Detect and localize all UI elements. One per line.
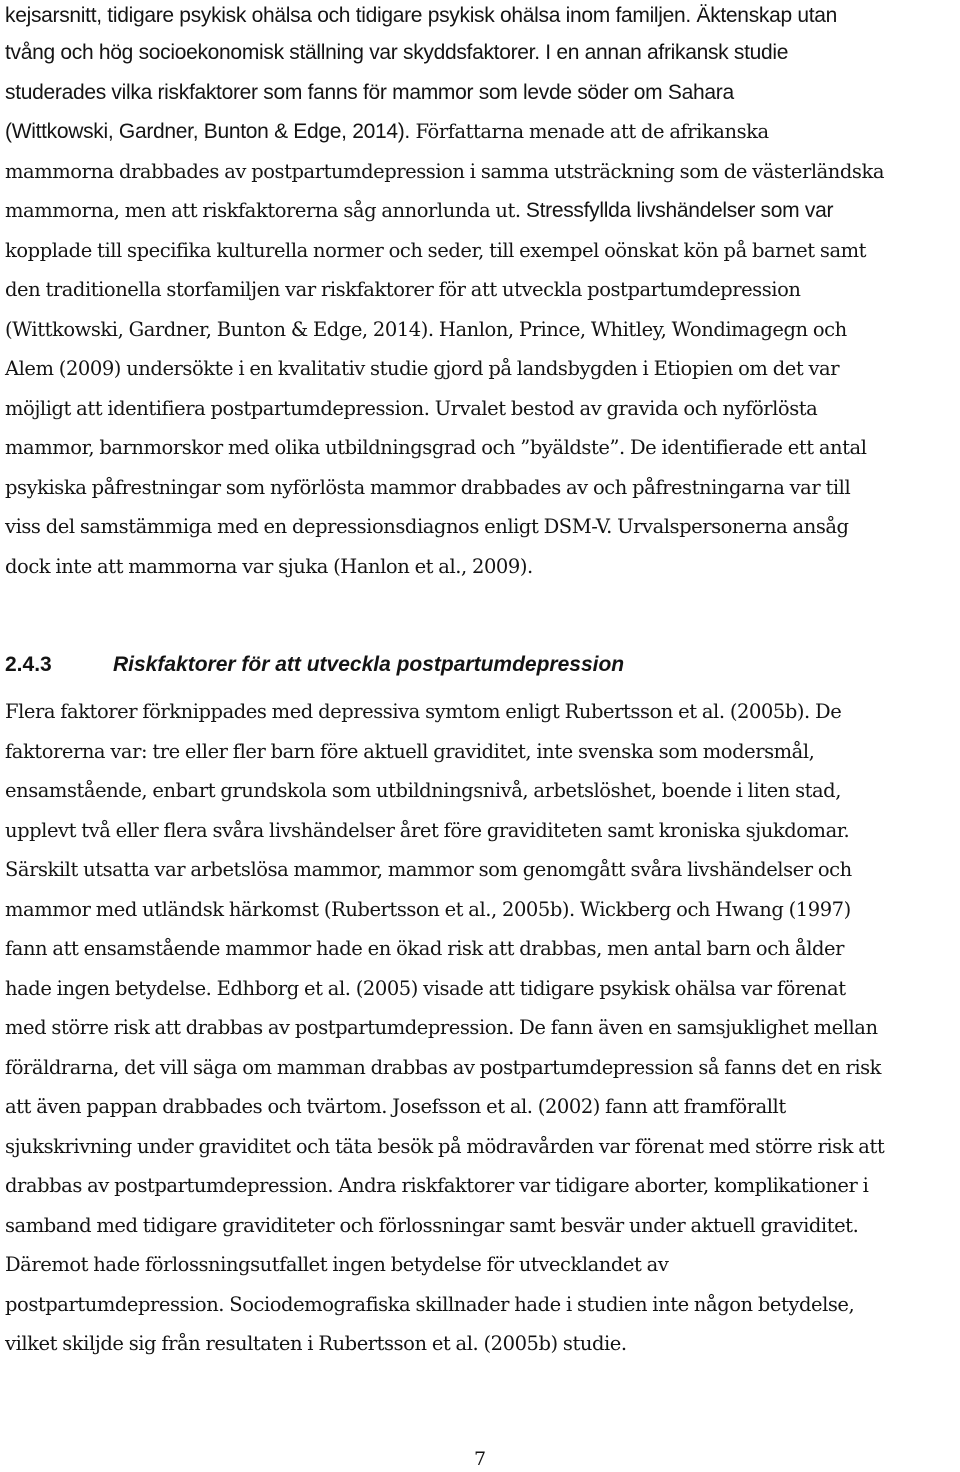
text-segment: (Wittkowski, Gardner, Bunton & Edge, 2014). xyxy=(5,120,416,143)
text-line: upplevt två eller flera svåra livshändelser året före graviditeten samt kroniska sjukdomar. xyxy=(5,819,850,842)
text-line: kejsarsnitt, tidigare psykisk ohälsa och tidigare psykisk ohälsa inom familjen. Äktenskap utan xyxy=(5,4,838,27)
text-line: tvång och hög socioekonomisk ställning var skyddsfaktorer. I en annan afrikansk studie xyxy=(5,41,789,64)
text-line: drabbas av postpartumdepression. Andra riskfaktorer var tidigare aborter, komplikationer i xyxy=(5,1174,869,1197)
text-line: Däremot hade förlossningsutfallet ingen betydelse för utvecklandet av xyxy=(5,1253,669,1276)
text-line xyxy=(5,118,769,146)
text-line: vilket skiljde sig från resultaten i Rubertsson et al. (2005b) studie. xyxy=(5,1332,627,1355)
text-line: kopplade till specifika kulturella normer och seder, till exempel oönskat kön på barnet samt xyxy=(5,239,867,262)
text-line: hade ingen betydelse. Edhborg et al. (2005) visade att tidigare psykisk ohälsa var förenat xyxy=(5,977,846,1000)
text-line: ensamstående, enbart grundskola som utbildningsnivå, arbetslöshet, boende i liten stad, xyxy=(5,779,841,802)
page-number: 7 xyxy=(473,1448,487,1470)
section-heading xyxy=(5,650,624,680)
text-line: mammor, barnmorskor med olika utbildningsgrad och ”byäldste”. De identifierade ett antal xyxy=(5,436,867,459)
section-number: 2.4.3 xyxy=(5,653,52,676)
text-line: faktorerna var: tre eller fler barn före aktuell graviditet, inte svenska som modersmål, xyxy=(5,740,815,763)
text-line: Alem (2009) undersökte i en kvalitativ studie gjord på landsbygden i Etiopien om det var xyxy=(5,357,840,380)
text-line: fann att ensamstående mammor hade en ökad risk att drabbas, men antal barn och ålder xyxy=(5,937,844,960)
text-line: postpartumdepression. Sociodemografiska skillnader hade i studien inte någon betydelse, xyxy=(5,1293,855,1316)
text-line: mammor med utländsk härkomst (Rubertsson et al., 2005b). Wickberg och Hwang (1997) xyxy=(5,898,851,921)
text-line: Särskilt utsatta var arbetslösa mammor, mammor som genomgått svåra livshändelser och xyxy=(5,858,852,881)
text-line: samband med tidigare graviditeter och förlossningar samt besvär under aktuell graviditet. xyxy=(5,1214,859,1237)
text-line: studerades vilka riskfaktorer som fanns för mammor som levde söder om Sahara xyxy=(5,81,734,104)
text-line: dock inte att mammorna var sjuka (Hanlon et al., 2009). xyxy=(5,555,533,578)
text-line: sjukskrivning under graviditet och täta besök på mödravården var förenat med större risk att xyxy=(5,1135,885,1158)
text-line: möjligt att identifiera postpartumdepression. Urvalet bestod av gravida och nyförlösta xyxy=(5,397,818,420)
text-segment: mammorna, men att riskfaktorerna såg annorlunda ut. xyxy=(5,199,526,222)
text-line: föräldrarna, det vill säga om mamman drabbas av postpartumdepression så fanns det en risk xyxy=(5,1056,882,1079)
text-line: den traditionella storfamiljen var riskfaktorer för att utveckla postpartumdepression xyxy=(5,278,801,301)
text-line: viss del samstämmiga med en depressionsdiagnos enligt DSM-V. Urvalspersonerna ansåg xyxy=(5,515,849,538)
text-line: Flera faktorer förknippades med depressiva symtom enligt Rubertsson et al. (2005b). De xyxy=(5,700,842,723)
text-line: med större risk att drabbas av postpartumdepression. De fann även en samsjuklighet mellan xyxy=(5,1016,878,1039)
section-title: Riskfaktorer för att utveckla postpartumdepression xyxy=(113,653,625,676)
text-line: att även pappan drabbades och tvärtom. Josefsson et al. (2002) fann att framförallt xyxy=(5,1095,786,1118)
text-line xyxy=(5,197,833,225)
text-line: (Wittkowski, Gardner, Bunton & Edge, 2014). Hanlon, Prince, Whitley, Wondimagegn och xyxy=(5,318,847,341)
text-segment: Stressfyllda livshändelser som var xyxy=(525,199,834,222)
text-line: psykiska påfrestningar som nyförlösta mammor drabbades av och påfrestningarna var till xyxy=(5,476,851,499)
text-segment: Författarna menade att de afrikanska xyxy=(415,120,769,143)
text-line: mammorna drabbades av postpartumdepression i samma utsträckning som de västerländska xyxy=(5,160,885,183)
